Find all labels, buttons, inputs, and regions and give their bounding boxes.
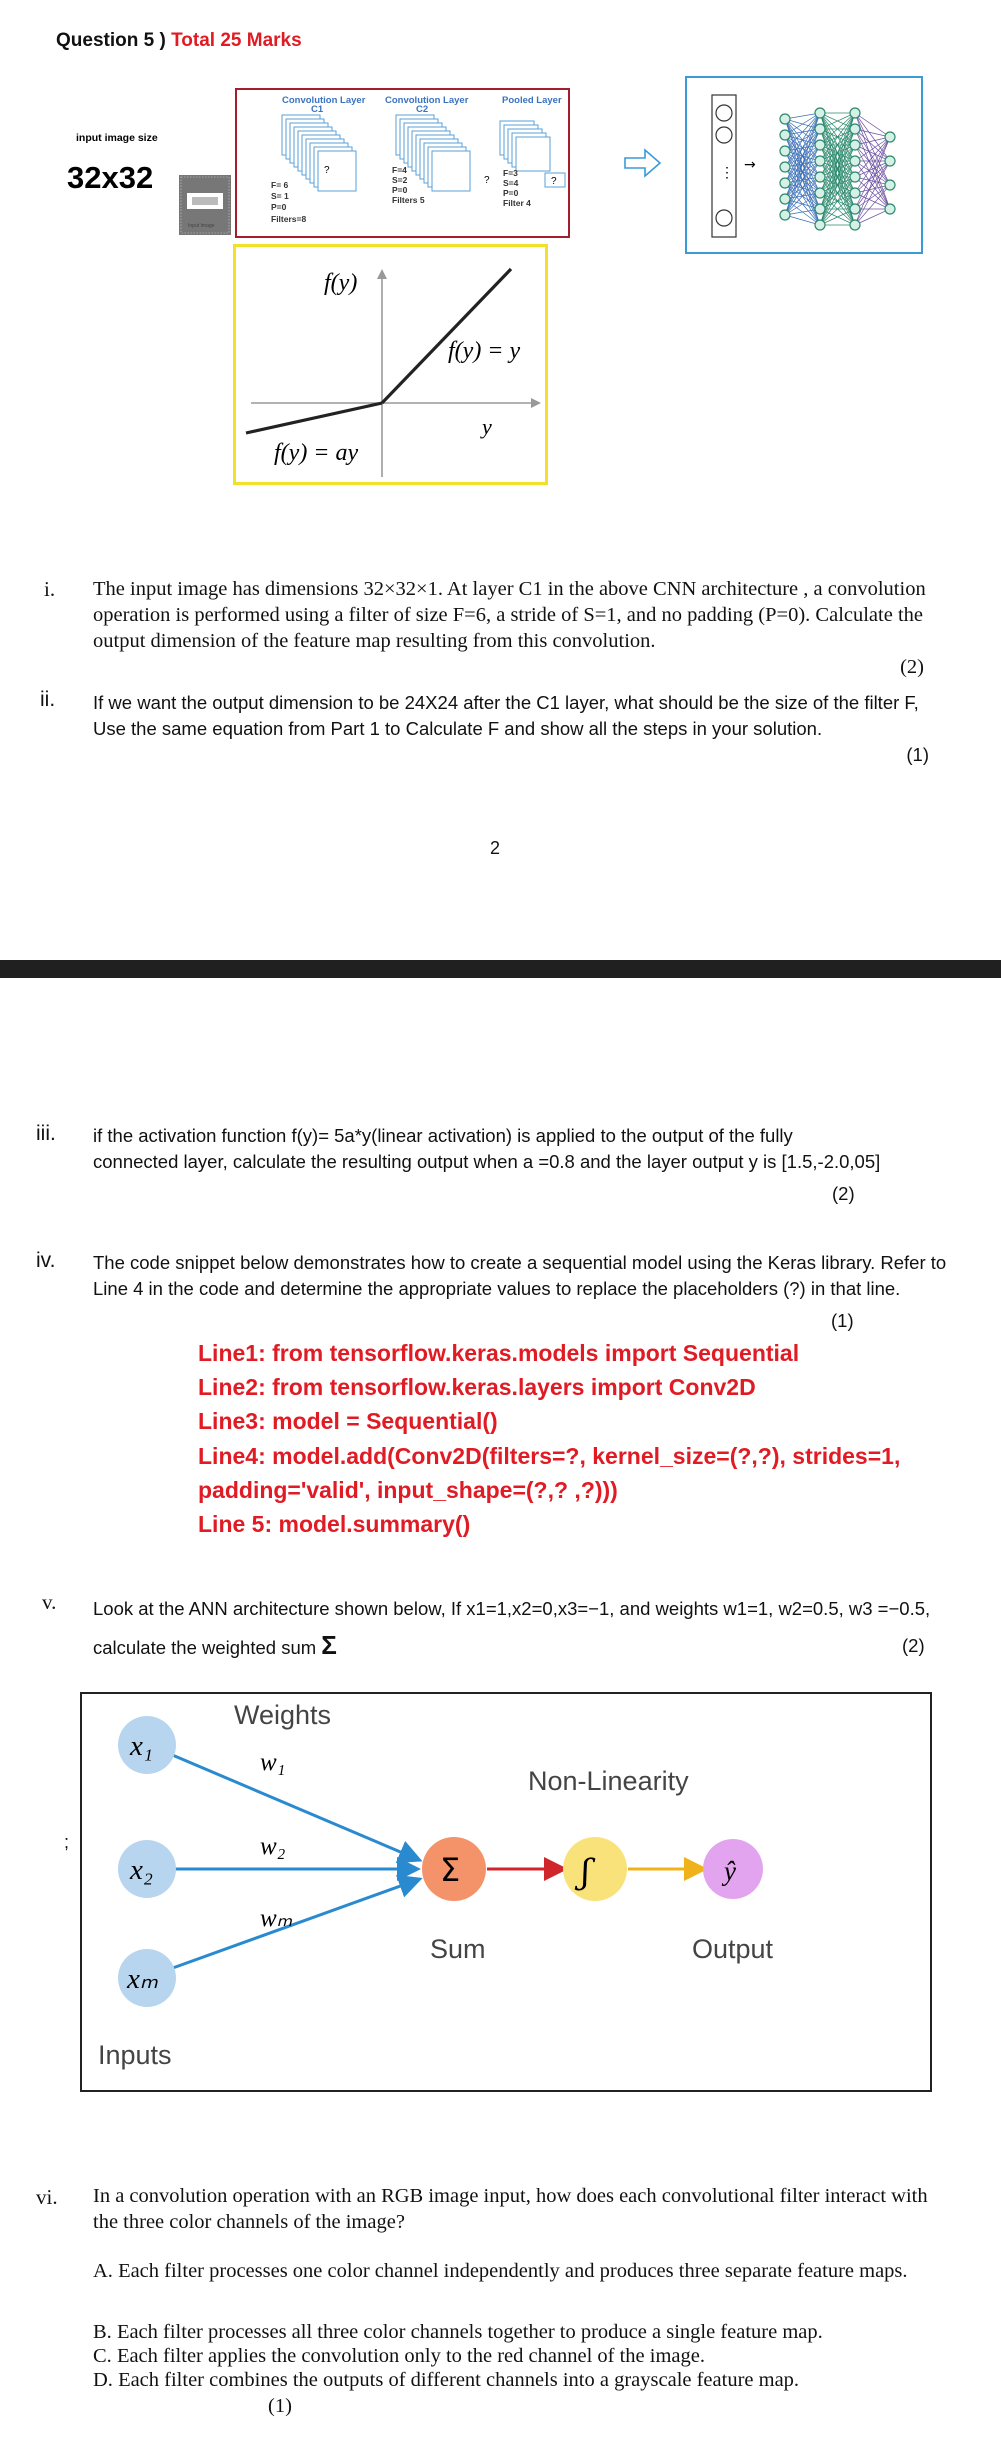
xm-label: xₘ — [127, 1963, 158, 1995]
edge-x1 — [170, 1754, 417, 1859]
q3-body: if the activation function f(y)= 5a*y(linear activation) is applied to the output of the fully connected layer, calculate the resulting output when a =0.8 and the layer output y is [1.5,-2.0,05] — [93, 1125, 881, 1172]
neural-network-graphic — [780, 108, 895, 230]
option-a-letter: A. — [93, 2260, 113, 2282]
positive-slope-line — [382, 269, 511, 403]
sum-label: Sum — [430, 1934, 486, 1964]
pooled-feature-stack — [500, 121, 550, 171]
q1-marks: (2) — [900, 656, 924, 678]
option-a-text: Each filter processes one color channel independently and produces three separate feature maps. — [118, 2260, 908, 2282]
input-image-caption: Input Image — [188, 223, 215, 229]
nn-node — [815, 172, 825, 182]
nn-node — [815, 156, 825, 166]
nn-node — [885, 156, 895, 166]
flatten-arrow-icon — [625, 150, 660, 176]
nn-node — [780, 114, 790, 124]
code-line-3: Line3: model = Sequential() — [198, 1408, 498, 1434]
nn-node — [780, 194, 790, 204]
nn-node — [780, 146, 790, 156]
conv2-name: C2 — [416, 104, 429, 115]
side-mark: ; — [64, 1832, 70, 1852]
pool-param-filter: Filter 4 — [503, 198, 531, 208]
pool-unknown-mark: ? — [551, 176, 557, 187]
q2-body: If we want the output dimension to be 24X24 after the C1 layer, what should be the size of the filter F, Use the same equation from Part 1 to Calculate F and show all the steps in your solution. — [93, 692, 919, 739]
q2-marks: (1) — [906, 744, 929, 765]
nonlinearity-label: Non-Linearity — [528, 1766, 689, 1796]
q6-marks: (1) — [268, 2395, 292, 2417]
conv1-title: Convolution Layer — [282, 95, 366, 106]
pool-title: Pooled Layer — [502, 95, 562, 106]
conv1-feature-stack — [282, 115, 356, 191]
q1-number: i. — [44, 577, 56, 601]
nn-node — [850, 140, 860, 150]
ann-architecture-figure — [80, 1692, 932, 2092]
code-line-4b: padding='valid', input_shape=(?,? ,?))) — [198, 1477, 618, 1503]
nn-node — [780, 162, 790, 172]
option-b — [93, 2320, 973, 2344]
q1-body: The input image has dimensions 32×32×1. At layer C1 in the above CNN architecture , a convolution operation is performed using a filter of size F=6, a stride of S=1, and no padding (P=0). Calculate the output dimension of the feature map resulting from this convolution. — [93, 578, 926, 652]
option-d-letter: D. — [93, 2369, 113, 2391]
x1-label: x₁ — [130, 1730, 153, 1762]
flatten-ellipsis: ⋮ — [720, 164, 734, 180]
x2-label: x₂ — [130, 1854, 153, 1886]
nn-node — [850, 204, 860, 214]
pool-param-f: F=3 — [503, 168, 518, 178]
q3-text — [93, 1123, 883, 1175]
pool-param-p: P=0 — [503, 188, 519, 198]
page-break-bar — [0, 960, 1001, 978]
total-marks: Total 25 Marks — [171, 30, 302, 51]
option-b-letter: B. — [93, 2321, 112, 2343]
inputs-label: Inputs — [98, 2040, 172, 2070]
weights-label: Weights — [234, 1700, 332, 1730]
q5-number: v. — [42, 1590, 57, 1614]
pool-param-s: S=4 — [503, 178, 519, 188]
q6-number: vi. — [36, 2185, 58, 2209]
input-image-size-label: input image size — [76, 132, 158, 144]
nn-node — [815, 220, 825, 230]
x-axis-label: y — [482, 414, 492, 439]
x-axis-arrowhead — [531, 398, 541, 408]
to-network-arrow: → — [744, 157, 756, 173]
edge-xm — [170, 1880, 417, 1969]
option-b-text: Each filter processes all three color channels together to produce a single feature map. — [116, 2321, 823, 2343]
option-a — [93, 2259, 913, 2283]
q5-marks: (2) — [902, 1635, 925, 1656]
question-header — [56, 30, 302, 52]
option-c-letter: C. — [93, 2345, 112, 2367]
cnn-architecture-figure — [60, 75, 940, 265]
option-c-text: Each filter applies the convolution only to the red channel of the image. — [116, 2345, 705, 2367]
nn-node — [850, 108, 860, 118]
nn-node — [815, 140, 825, 150]
option-d — [93, 2368, 973, 2392]
nn-node — [885, 204, 895, 214]
output-symbol: ŷ — [724, 1856, 736, 1886]
q3-number: iii. — [36, 1122, 56, 1145]
c2-param-filters: Filters 5 — [392, 195, 425, 205]
q1-text — [93, 576, 940, 678]
c1-param-f: F= 6 — [271, 180, 289, 190]
nn-node — [885, 132, 895, 142]
w2-label: w₂ — [260, 1833, 286, 1860]
question-label: Question 5 ) — [56, 30, 166, 51]
y-axis-arrowhead — [377, 269, 387, 279]
code-line-1: Line1: from tensorflow.keras.models import Sequential — [198, 1340, 800, 1366]
sum-symbol: Σ — [440, 1851, 461, 1889]
activation-function-figure — [233, 244, 548, 485]
wm-label: wₘ — [260, 1905, 293, 1932]
conv2-title: Convolution Layer — [385, 95, 469, 106]
c2-unknown-mark: ? — [484, 175, 490, 186]
q6-body: In a convolution operation with an RGB image input, how does each convolutional filter interact with the three color channels of the image? — [93, 2185, 928, 2233]
nn-node — [815, 188, 825, 198]
c1-param-s: S= 1 — [271, 191, 289, 201]
nn-node — [850, 172, 860, 182]
nn-node — [815, 124, 825, 134]
code-line-2: Line2: from tensorflow.keras.layers import Conv2D — [198, 1374, 756, 1400]
c2-param-s: S=2 — [392, 175, 408, 185]
q6-text — [93, 2183, 953, 2235]
sigma-symbol: Σ — [321, 1630, 337, 1660]
conv1-name: C1 — [311, 104, 324, 115]
negative-branch-label: f(y) = ay — [274, 440, 359, 466]
c2-param-f: F=4 — [392, 165, 407, 175]
nn-node — [885, 180, 895, 190]
q3-marks: (2) — [832, 1183, 855, 1204]
y-axis-label: f(y) — [324, 270, 358, 296]
q4-body: The code snippet below demonstrates how to create a sequential model using the Keras library. Refer to Line 4 in the code and determine the appropriate values to replace the placeholders (?) in that line. — [93, 1252, 947, 1299]
code-line-5: Line 5: model.summary() — [198, 1511, 471, 1537]
activation-symbol: ʃ — [581, 1852, 591, 1892]
input-size-value: 32x32 — [67, 160, 154, 195]
nn-node — [815, 108, 825, 118]
q4-text — [93, 1250, 963, 1302]
option-d-text: Each filter combines the outputs of different channels into a grayscale feature map. — [118, 2369, 800, 2391]
c1-param-filters: Filters=8 — [271, 214, 307, 224]
nn-node — [780, 130, 790, 140]
q2-number: ii. — [40, 688, 56, 711]
q5-body: Look at the ANN architecture shown below, If x1=1,x2=0,x3=−1, and weights w1=1, w2=0.5, w3 =−0.5, calculate the weighted sum — [93, 1598, 931, 1658]
activation-node — [563, 1837, 627, 1901]
code-line-4a: Line4: model.add(Conv2D(filters=?, kernel_size=(?,?), strides=1, — [198, 1443, 901, 1469]
nn-node — [780, 178, 790, 188]
q4-number: iv. — [36, 1249, 56, 1272]
nn-node — [850, 188, 860, 198]
page-number: 2 — [490, 838, 501, 858]
nn-node — [850, 124, 860, 134]
positive-branch-label: f(y) = y — [448, 338, 521, 364]
c2-param-p: P=0 — [392, 185, 408, 195]
q4-marks: (1) — [831, 1310, 854, 1331]
c1-unknown-mark: ? — [324, 165, 330, 176]
nn-node — [815, 204, 825, 214]
nn-edge — [855, 137, 890, 209]
nn-node — [850, 220, 860, 230]
q2-text — [93, 690, 949, 768]
nn-node — [850, 156, 860, 166]
nn-node — [780, 210, 790, 220]
negative-slope-line — [246, 403, 382, 433]
option-c — [93, 2344, 973, 2368]
q5-text — [93, 1590, 933, 1666]
c1-param-p: P=0 — [271, 202, 287, 212]
output-label: Output — [692, 1934, 774, 1964]
w1-label: w₁ — [260, 1749, 286, 1776]
